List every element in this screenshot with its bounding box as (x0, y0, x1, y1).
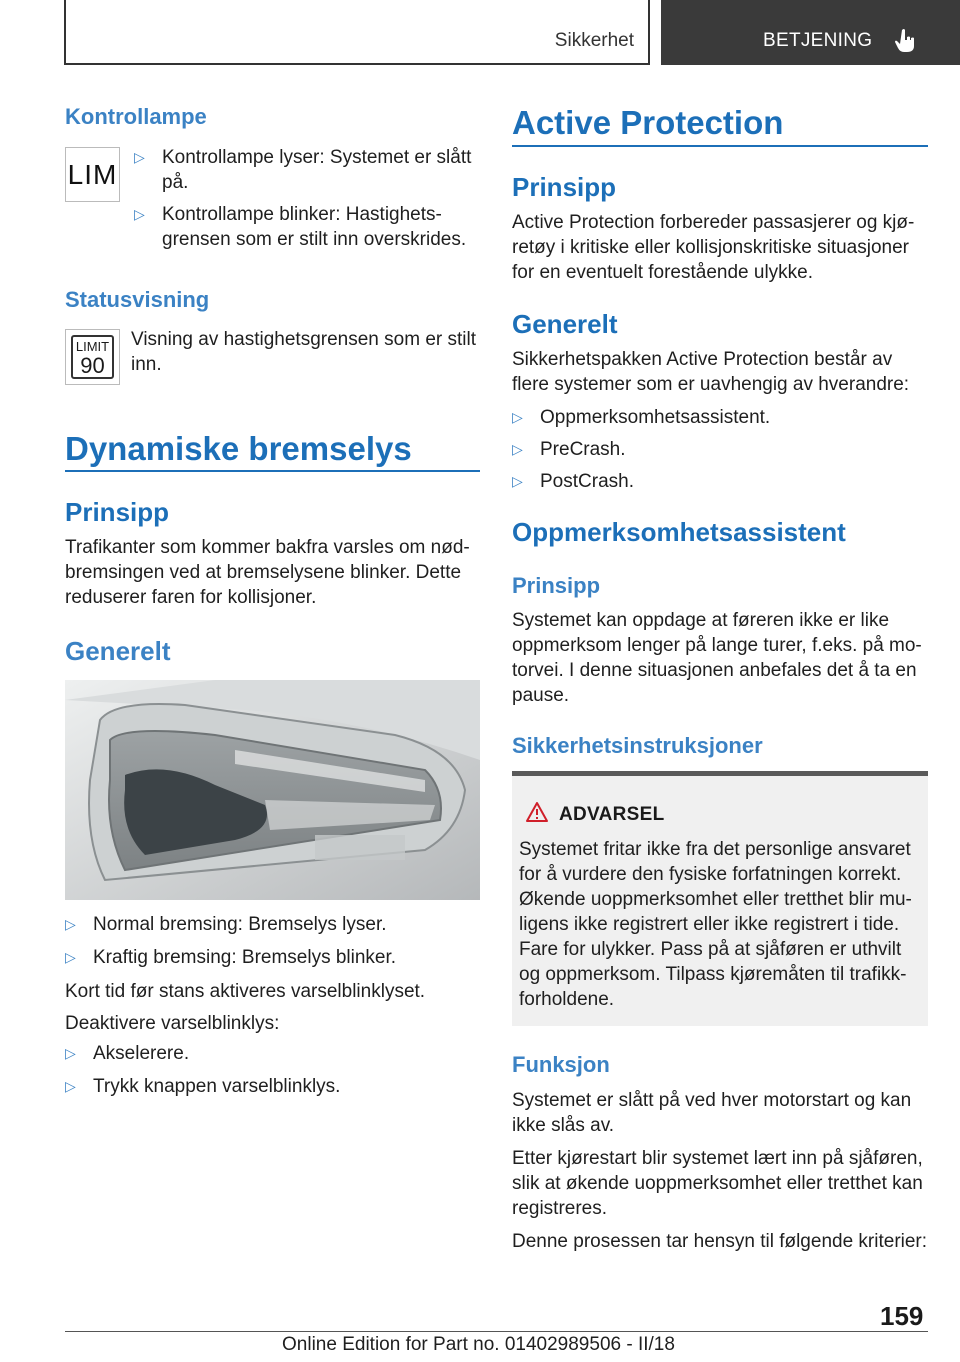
header-section-label: Sikkerhet (554, 30, 634, 51)
speed-limit-sign-icon (65, 329, 120, 385)
kort-tid-text: Kort tid før stans aktiveres varselblinklyset. (65, 981, 426, 1002)
bullet-triangle-icon: ▷ (65, 949, 76, 965)
generelt-heading: Generelt (65, 636, 171, 666)
list-item: ▷ Kontrollampe lyser: Systemet er slått på. (134, 147, 472, 193)
statusvisning-text: Visning av hastighetsgrensen som er stilt inn. (131, 329, 476, 375)
warning-title: ADVARSEL (559, 804, 665, 825)
header-section-tab (64, 0, 650, 65)
prinsipp-heading: Prinsipp (512, 172, 617, 202)
funksjon-heading: Funksjon (512, 1052, 610, 1077)
prinsipp-text: Trafikanter som kommer bakfra varsles om nød-bremsingen ved at bremselysene blinker. Dette reduserer faren for kollisjoner. (65, 537, 470, 608)
heading-rule (512, 145, 928, 147)
brake-light-illustration (65, 680, 480, 900)
list-item: ▷ PreCrash. (512, 439, 626, 460)
bullet-triangle-icon: ▷ (512, 409, 523, 425)
bullet-triangle-icon: ▷ (65, 1045, 76, 1061)
sikkerhetsinstruksjoner-heading: Sikkerhetsinstruksjoner (512, 733, 763, 758)
prosess-text: Denne prosessen tar hensyn til følgende kriterier: (512, 1231, 928, 1252)
warning-triangle-icon (525, 801, 549, 823)
generelt-heading: Generelt (512, 309, 618, 339)
list-item: ▷ Normal bremsing: Bremselys lyser. (65, 914, 387, 935)
hand-pointer-icon (894, 28, 918, 54)
ap-prinsipp-text: Active Protection forbereder passasjerer og kjø-retøy i kritiske eller kollisjonskritiske situasjoner for en eventuelt forestående ulykke. (512, 212, 915, 283)
warning-box (512, 771, 928, 1026)
list-item: ▷ Trykk knappen varselblinklys. (65, 1076, 341, 1097)
header-chapter-tab (661, 0, 960, 65)
funksjon-text: Systemet er slått på ved hver motorstart og kan ikke slås av. (512, 1090, 912, 1136)
kontrollampe-heading: Kontrollampe (65, 104, 207, 129)
bullet-triangle-icon: ▷ (134, 149, 145, 165)
oppmerksomhetsassistent-heading: Oppmerksomhetsassistent (512, 517, 846, 547)
list-item: ▷ Kraftig bremsing: Bremselys blinker. (65, 947, 397, 968)
bullet-triangle-icon: ▷ (512, 441, 523, 457)
list-item: ▷ Akselerere. (65, 1043, 190, 1064)
bullet-triangle-icon: ▷ (512, 473, 523, 489)
brake-light-photo (65, 680, 480, 900)
bullet-triangle-icon: ▷ (65, 916, 76, 932)
footer-rule (65, 1331, 928, 1332)
statusvisning-heading: Statusvisning (65, 287, 210, 312)
heading-rule (65, 470, 480, 472)
bullet-triangle-icon: ▷ (134, 206, 145, 222)
list-item: ▷ PostCrash. (512, 471, 634, 492)
prinsipp-heading: Prinsipp (65, 497, 170, 527)
bullet-triangle-icon: ▷ (65, 1078, 76, 1094)
limit-sign-label: LIMIT (75, 339, 110, 354)
active-protection-heading: Active Protection (512, 104, 784, 141)
dynamiske-bremselys-heading: Dynamiske bremselys (65, 430, 412, 467)
ap-generelt-text: Sikkerhetspakken Active Protection består av flere systemer som er uavhengig av hverandre: (512, 349, 910, 395)
list-item: ▷ Kontrollampe blinker: Hastighets-grensen som er stilt inn overskrides. (134, 204, 467, 250)
page-number: 159 (880, 1301, 924, 1331)
lim-indicator-text: LIM (67, 158, 118, 190)
list-item: ▷ Oppmerksomhetsassistent. (512, 407, 771, 428)
oa-prinsipp-heading: Prinsipp (512, 573, 601, 598)
etter-kjorestart-text: Etter kjørestart blir systemet lært inn på sjåføren, slik at økende uoppmerksomhet eller tretthet kan registreres. (512, 1148, 923, 1219)
header-chapter-label: BETJENING (763, 30, 873, 51)
warning-text: Systemet fritar ikke fra det personlige ansvaret for å vurdere den fysiske forfatningen korrekt. Økende uoppmerksomhet eller tretthet blir mu-ligens ikke registrert eller ikke registrert i tide. Fare for ulykker. Pass på at sjåføren er uthvilt og oppmerksom. Tilpass kjøremåten til trafikk-forholdene. (519, 839, 912, 1010)
deaktivere-text: Deaktivere varselblinklys: (65, 1013, 280, 1034)
footer-edition: Online Edition for Part no. 01402989506 - II/18 (282, 1334, 675, 1355)
oa-prinsipp-text: Systemet kan oppdage at føreren ikke er like oppmerksom lenger på lange turer, f.eks. på mo-torvei. I denne situasjonen anbefales det å ta en pause. (512, 610, 922, 706)
lim-indicator-icon (65, 147, 120, 202)
limit-sign-value: 90 (80, 353, 105, 378)
